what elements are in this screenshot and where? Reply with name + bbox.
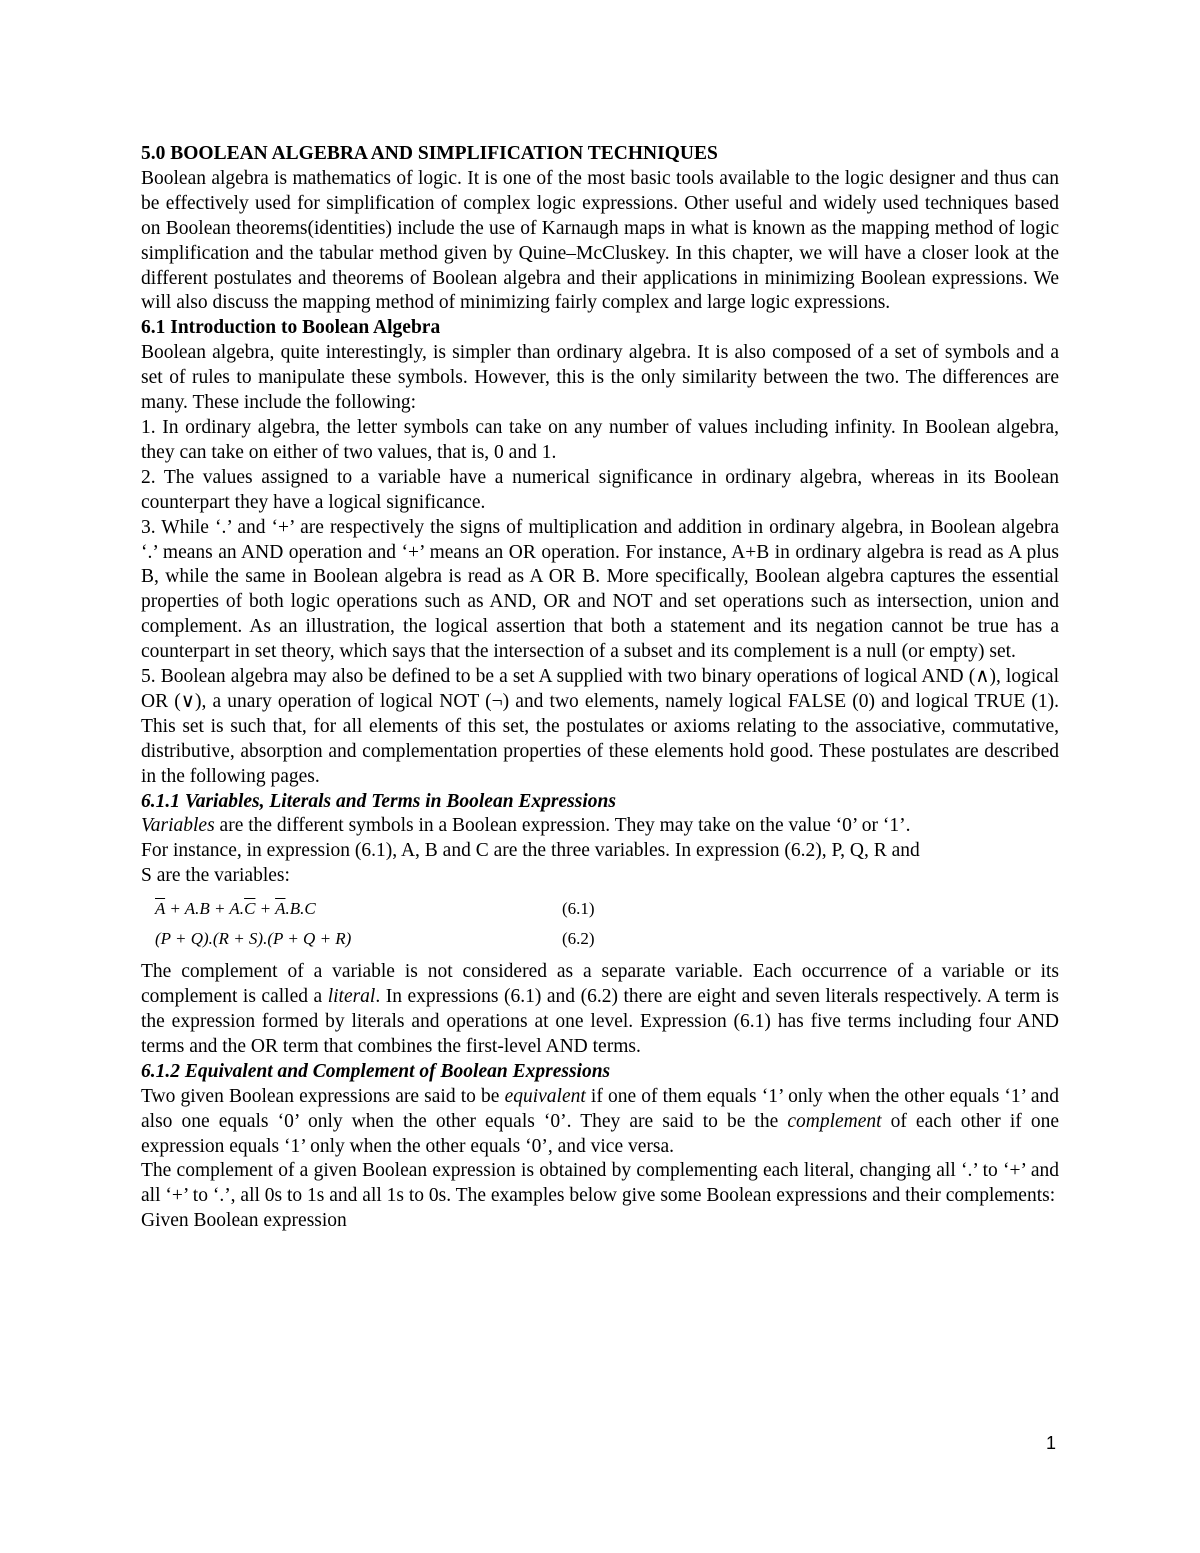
list-item-1: 1. In ordinary algebra, the letter symbols can take on any number of values including infinity. In Boolean algebra, they can take on either of two values, that is, 0 and 1. bbox=[141, 416, 1059, 463]
equivalent-term: equivalent bbox=[504, 1085, 586, 1107]
section-6-1-heading: 6.1 Introduction to Boolean Algebra bbox=[141, 317, 441, 339]
literals-paragraph bbox=[141, 960, 1059, 1060]
complement-paragraph: The complement of a given Boolean expression is obtained by complementing each literal, changing all ‘.’ to ‘+’ and all ‘+’ to ‘.’, all 0s to 1s and all 1s to 0s. The examples below give some Boolean expressions and their complements: bbox=[141, 1160, 1059, 1207]
intro-paragraph: Boolean algebra is mathematics of logic. It is one of the most basic tools available to the logic designer and thus can be effectively used for simplification of complex logic expressions. Other useful and widely used techniques based on Boolean theorems(identities) include the use of Karnaugh maps in what is known as the mapping method of logic simplification and the tabular method given by Quine–McCluskey. In this chapter, we will have a closer look at the different postulates and theorems of Boolean algebra and their applications in minimizing Boolean expressions. We will also discuss the mapping method of minimizing fairly complex and large logic expressions. bbox=[141, 167, 1059, 314]
equivalent-text-b: if one of them equals ‘1’ only when the other equals ‘1’ and also one equals ‘0’ only when the other equals ‘0’. They are said to be the bbox=[141, 1085, 1060, 1132]
variables-example-line-2: S are the variables: bbox=[141, 865, 290, 887]
equation-6-1 bbox=[155, 894, 1059, 924]
complement-term: complement bbox=[787, 1110, 882, 1132]
equation-6-1-expression: $\overline{A} + A.B + A.\overline{C} + \overline{A}.B.C$ bbox=[155, 899, 316, 919]
variables-example-line: For instance, in expression (6.1), A, B and C are the three variables. In expression (6.2), P, Q, R and bbox=[141, 840, 920, 862]
equivalent-text-c: of each other if one expression equals ‘1’ only when the other equals ‘0’, and vice versa. bbox=[141, 1110, 1059, 1157]
page-content bbox=[141, 142, 1059, 1234]
list-item-2: 2. The values assigned to a variable have a numerical significance in ordinary algebra, whereas in its Boolean counterpart they have a logical significance. bbox=[141, 466, 1059, 513]
list-item-5: 5. Boolean algebra may also be defined to be a set A supplied with two binary operations of logical AND (∧), logical OR (∨), a unary operation of logical NOT (¬) and two elements, namely logical FALSE (0) and logical TRUE (1). This set is such that, for all elements of this set, the postulates or axioms relating to the associative, commutative, distributive, absorption and complementation properties of these elements hold good. These postulates are described in the following pages. bbox=[141, 666, 1059, 787]
equation-6-2 bbox=[155, 924, 1059, 954]
equation-6-1-number: (6.1) bbox=[562, 899, 595, 919]
literals-text-a: The complement of a variable is not considered as a separate variable. Each occurrence of a variable or its complement is called a bbox=[141, 961, 1059, 1008]
section-6-1-paragraph: Boolean algebra, quite interestingly, is simpler than ordinary algebra. It is also composed of a set of symbols and a set of rules to manipulate these symbols. However, this is the only similarity between the two. The differences are many. These include the following: bbox=[141, 342, 1059, 414]
equation-6-2-number: (6.2) bbox=[562, 929, 595, 949]
equation-block bbox=[155, 894, 1059, 954]
equivalent-text-a: Two given Boolean expressions are said to be bbox=[141, 1085, 505, 1107]
page-number: 1 bbox=[1046, 1433, 1057, 1453]
section-6-1-2-heading: 6.1.2 Equivalent and Complement of Boolean Expressions bbox=[141, 1060, 611, 1082]
literal-term: literal bbox=[327, 986, 376, 1008]
list-item-3: 3. While ‘.’ and ‘+’ are respectively the signs of multiplication and addition in ordinary algebra, in Boolean algebra ‘.’ means an AND operation and ‘+’ means an OR operation. For instance, A+B in ordinary algebra is read as A plus B, while the same in Boolean algebra is read as A OR B. More specifically, Boolean algebra captures the essential properties of both logic operations such as AND, OR and NOT and set operations such as intersection, union and complement. As an illustration, the logical assertion that both a statement and its negation cannot be true has a counterpart in set theory, which says that the intersection of a subset and its complement is a null (or empty) set. bbox=[141, 516, 1059, 663]
equation-6-2-expression: (P + Q).(R + S).(P + Q + R) bbox=[155, 929, 352, 949]
variables-term: Variables bbox=[141, 815, 215, 837]
literals-text-b: . In expressions (6.1) and (6.2) there are eight and seven literals respectively. A term is the expression formed by literals and operations at one level. Expression (6.1) has five terms including four AND terms and the OR term that combines the first-level AND terms. bbox=[141, 986, 1059, 1057]
equivalent-paragraph bbox=[141, 1085, 1059, 1160]
variables-definition-text: are the different symbols in a Boolean expression. They may take on the value ‘0’ or ‘1’. bbox=[214, 815, 911, 837]
section-6-1-1-heading: 6.1.1 Variables, Literals and Terms in Boolean Expressions bbox=[141, 790, 616, 812]
chapter-heading: 5.0 BOOLEAN ALGEBRA AND SIMPLIFICATION TECHNIQUES bbox=[141, 143, 718, 164]
given-expression-label: Given Boolean expression bbox=[141, 1210, 347, 1232]
variables-definition bbox=[141, 814, 1059, 839]
